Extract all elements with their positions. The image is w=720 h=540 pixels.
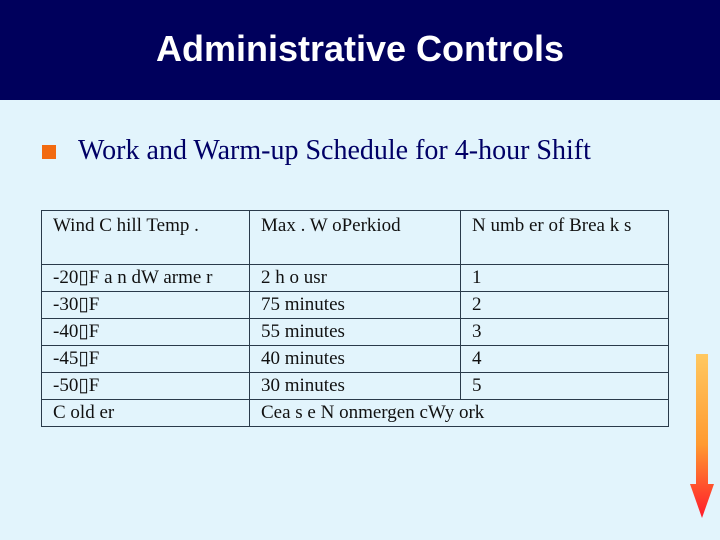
header-wind-chill: Wind C hill Temp . <box>42 211 250 265</box>
slide-title: Administrative Controls <box>155 28 565 69</box>
header-max-work-period: Max . W oPerkiod <box>250 211 461 265</box>
cell-temp: C old er <box>42 400 250 427</box>
header-number-of-breaks: N umb er of Brea k s <box>461 211 669 265</box>
cell-period: 75 minutes <box>250 292 461 319</box>
table-row <box>42 373 669 400</box>
cell-breaks: 1 <box>461 265 669 292</box>
cell-period: 30 minutes <box>250 373 461 400</box>
cell-breaks: 4 <box>461 346 669 373</box>
cell-temp: -20▯F a n dW arme r <box>42 265 250 292</box>
table-row <box>42 346 669 373</box>
title-bar <box>0 0 720 100</box>
cell-breaks: 3 <box>461 319 669 346</box>
cell-temp: -50▯F <box>42 373 250 400</box>
table-row <box>42 319 669 346</box>
cell-temp: -45▯F <box>42 346 250 373</box>
bullet-text: Work and Warm-up Schedule for 4-hour Shift <box>78 135 591 166</box>
cell-period: 2 h o usr <box>250 265 461 292</box>
cell-temp: -30▯F <box>42 292 250 319</box>
cell-breaks: 5 <box>461 373 669 400</box>
cell-breaks: 2 <box>461 292 669 319</box>
cell-temp: -40▯F <box>42 319 250 346</box>
table-header-row <box>42 211 669 265</box>
table-row <box>42 265 669 292</box>
table-row <box>42 292 669 319</box>
cell-period: 55 minutes <box>250 319 461 346</box>
cell-period: 40 minutes <box>250 346 461 373</box>
down-arrow-icon <box>690 354 714 518</box>
bullet-item <box>42 135 591 167</box>
cell-cease-work: Cea s e N onmergen cWy ork <box>250 400 669 427</box>
schedule-table <box>41 210 669 427</box>
square-bullet-icon <box>42 145 56 159</box>
table-row <box>42 400 669 427</box>
